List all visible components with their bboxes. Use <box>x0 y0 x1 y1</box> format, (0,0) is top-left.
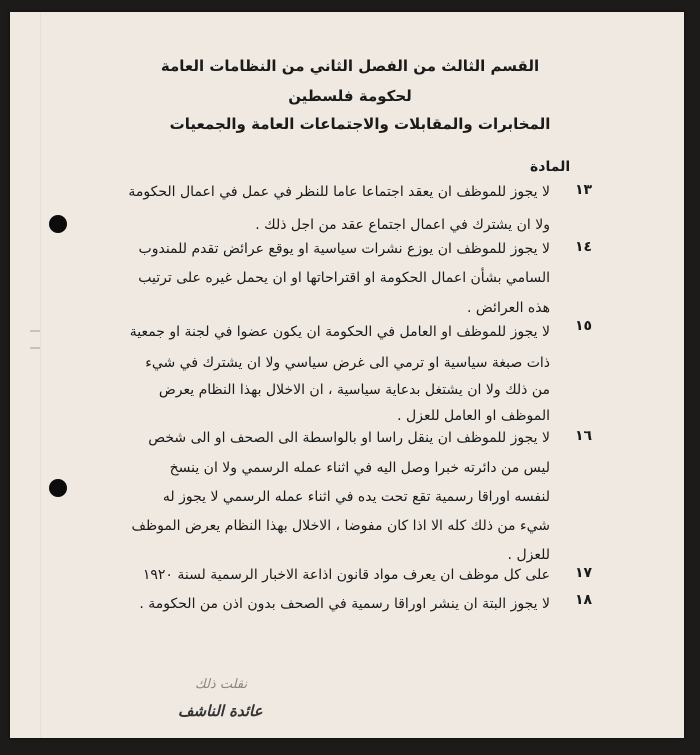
article-number: ١٥ <box>575 318 593 334</box>
article-line: للعزل . <box>507 547 550 563</box>
header-line-1: القسم الثالث من الفصل الثاني من النظامات العامة <box>160 57 540 75</box>
article-line: على كل موظف ان يعرف مواد قانون اذاعة الاخبار الرسمية لسنة ١٩٢٠ <box>142 567 550 583</box>
article-line: ذات صبغة سياسية او ترمي الى غرض سياسي ولا ان يشترك في شيء <box>145 355 550 371</box>
article-number: ١٤ <box>575 239 593 255</box>
article-number: ١٨ <box>575 592 593 608</box>
article-line: ولا ان يشترك في اعمال اجتماع عقد من اجل ذلك . <box>255 217 550 233</box>
article-heading: المادة <box>530 159 571 175</box>
header-line-3: المخابرات والمقابلات والاجتماعات العامة والجمعيات <box>169 115 551 133</box>
article-line: الموظف او العامل للعزل . <box>397 408 550 424</box>
article-number: ١٦ <box>575 428 593 444</box>
article-line: لنفسه اوراقا رسمية تقع تحت يده في اثناء عمله الرسمي لا يجوز له <box>162 489 550 505</box>
signature-note: نقلت ذلك <box>195 677 248 692</box>
article-line: هذه العرائض . <box>467 300 550 316</box>
edge-mark <box>30 330 40 332</box>
article-line: لا يجوز للموظف ان يعقد اجتماعا عاما للنظر في عمل في اعمال الحكومة <box>128 184 550 200</box>
article-line: من ذلك ولا ان يشتغل بدعاية سياسية ، ان الاخلال بهذا النظام يعرض <box>158 382 550 398</box>
header-line-2: لحكومة فلسطين <box>288 87 412 105</box>
article-line: ليس من دائرته خبرا وصل اليه في اثناء عمله الرسمي ولا ان ينسخ <box>169 460 550 476</box>
punch-hole-bottom <box>49 479 67 497</box>
article-line: لا يجوز للموظف ان ينقل راسا او بالواسطة الى الصحف او الى شخص <box>148 430 550 446</box>
article-number: ١٧ <box>575 565 593 581</box>
signature-name: عائدة الناشف <box>178 702 263 720</box>
edge-mark <box>30 347 40 349</box>
article-line: السامي بشأن اعمال الحكومة او اقتراحاتها او ان يحمل غيره على ترتيب <box>138 270 550 286</box>
article-line: لا يجوز البتة ان ينشر اوراقا رسمية في الصحف بدون اذن من الحكومة . <box>139 596 550 612</box>
page-fold <box>40 12 41 738</box>
document-page <box>10 12 684 738</box>
article-line: لا يجوز للموظف او العامل في الحكومة ان يكون عضوا في لجنة او جمعية <box>129 324 550 340</box>
article-line: لا يجوز للموظف ان يوزع نشرات سياسية او يوقع عرائض تقدم للمندوب <box>138 241 550 257</box>
punch-hole-top <box>49 215 67 233</box>
article-number: ١٣ <box>575 182 593 198</box>
article-line: شيء من ذلك كله الا اذا كان مفوضا ، الاخلال بهذا النظام يعرض الموظف <box>131 518 550 534</box>
